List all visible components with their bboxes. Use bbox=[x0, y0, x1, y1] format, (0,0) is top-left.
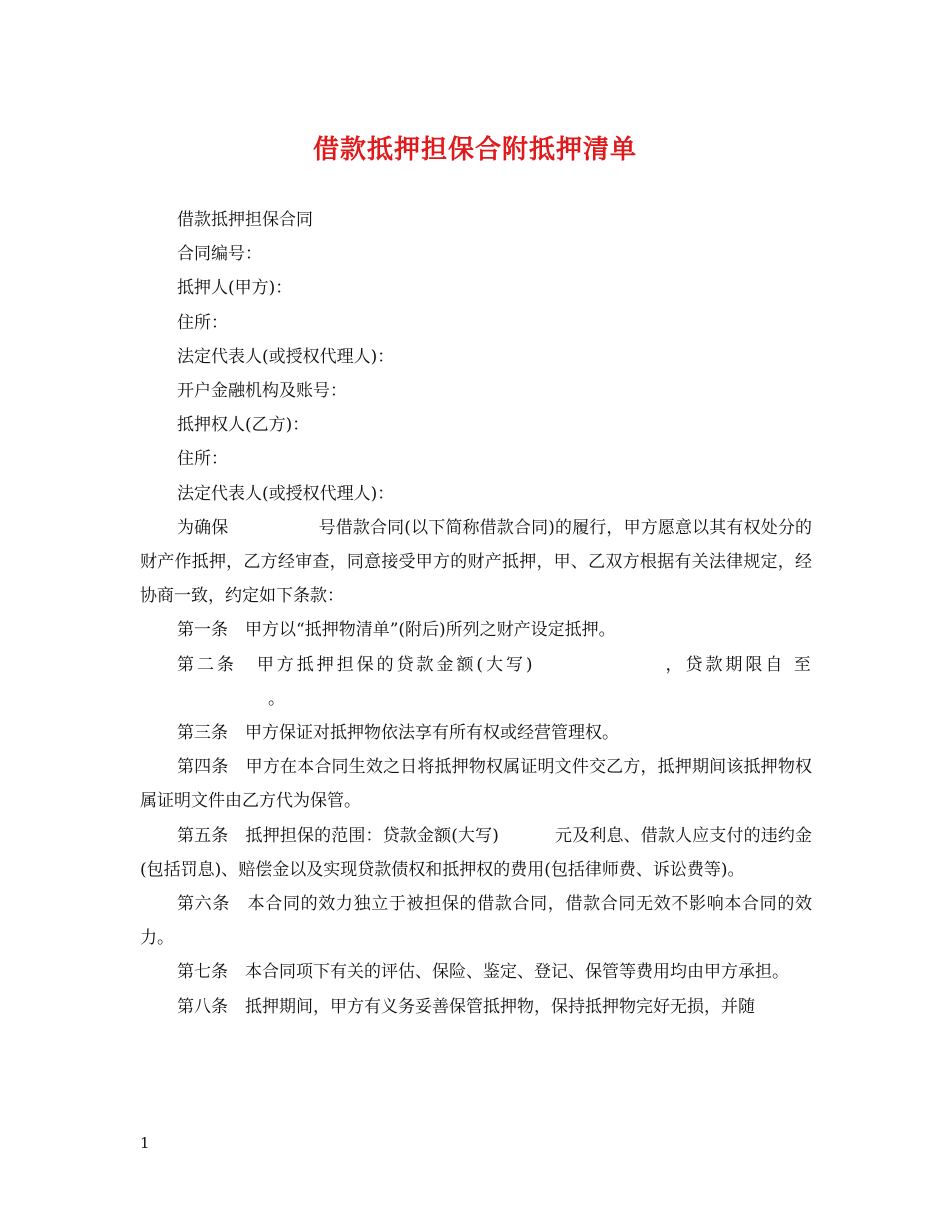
mortgagee-line: 抵押权人(乙方)： bbox=[177, 415, 310, 436]
intro-paragraph bbox=[140, 511, 812, 614]
mortgagee-address-line: 住所： bbox=[177, 449, 228, 470]
article-2-part-c: 至 bbox=[793, 654, 812, 675]
article-5-part-a: 第五条 抵押担保的范围：贷款金额(大写) bbox=[177, 825, 499, 846]
article-4: 第四条 甲方在本合同生效之日将抵押物权属证明文件交乙方，抵押期间该抵押物权属证明文件由乙方代为保管。 bbox=[140, 757, 812, 812]
contract-number-line: 合同编号： bbox=[177, 244, 262, 265]
intro-part-b: 号借款合同(以下简称借款合同)的履行，甲方愿意以其有权处分的财产作抵押，乙方经审查，同意接受甲方的财产抵押，甲、乙双方根据有关法律规定，经协商一致，约定如下条款： bbox=[140, 517, 813, 607]
article-1: 第一条 甲方以“抵押物清单”(附后)所列之财产设定抵押。 bbox=[177, 620, 616, 641]
article-2 bbox=[140, 648, 812, 716]
mortgagee-representative-line: 法定代表人(或授权代理人)： bbox=[177, 483, 395, 504]
article-3: 第三条 甲方保证对抵押物依法享有所有权或经营管理权。 bbox=[177, 723, 619, 744]
article-7: 第七条 本合同项下有关的评估、保险、鉴定、登记、保管等费用均由甲方承担。 bbox=[177, 962, 789, 983]
article-5 bbox=[140, 819, 812, 887]
article-2-part-a: 第二条 甲方抵押担保的贷款金额(大写) bbox=[177, 654, 534, 675]
article-6: 第六条 本合同的效力独立于被担保的借款合同，借款合同无效不影响本合同的效力。 bbox=[140, 894, 812, 949]
article-2-part-d: 。 bbox=[268, 688, 287, 709]
mortgagor-representative-line: 法定代表人(或授权代理人)： bbox=[177, 346, 395, 367]
contract-name-line: 借款抵押担保合同 bbox=[177, 210, 313, 230]
page-number: 1 bbox=[140, 1134, 150, 1152]
document-body bbox=[140, 203, 812, 1024]
article-2-part-b: ，贷款期限自 bbox=[663, 654, 786, 675]
article-5-part-b: 元及利息、借款人应支付的违约金(包括罚息)、赔偿金以及实现贷款债权和抵押权的费用(包括律师费、诉讼费等)。 bbox=[140, 825, 813, 880]
intro-part-a: 为确保 bbox=[177, 517, 229, 538]
mortgagor-address-line: 住所： bbox=[177, 312, 228, 333]
document-title: 借款抵押担保合附抵押清单 bbox=[312, 135, 637, 165]
bank-account-line: 开户金融机构及账号： bbox=[177, 381, 347, 402]
mortgagor-line: 抵押人(甲方)： bbox=[177, 278, 293, 299]
article-8: 第八条 抵押期间，甲方有义务妥善保管抵押物，保持抵押物完好无损，并随 bbox=[177, 996, 755, 1017]
